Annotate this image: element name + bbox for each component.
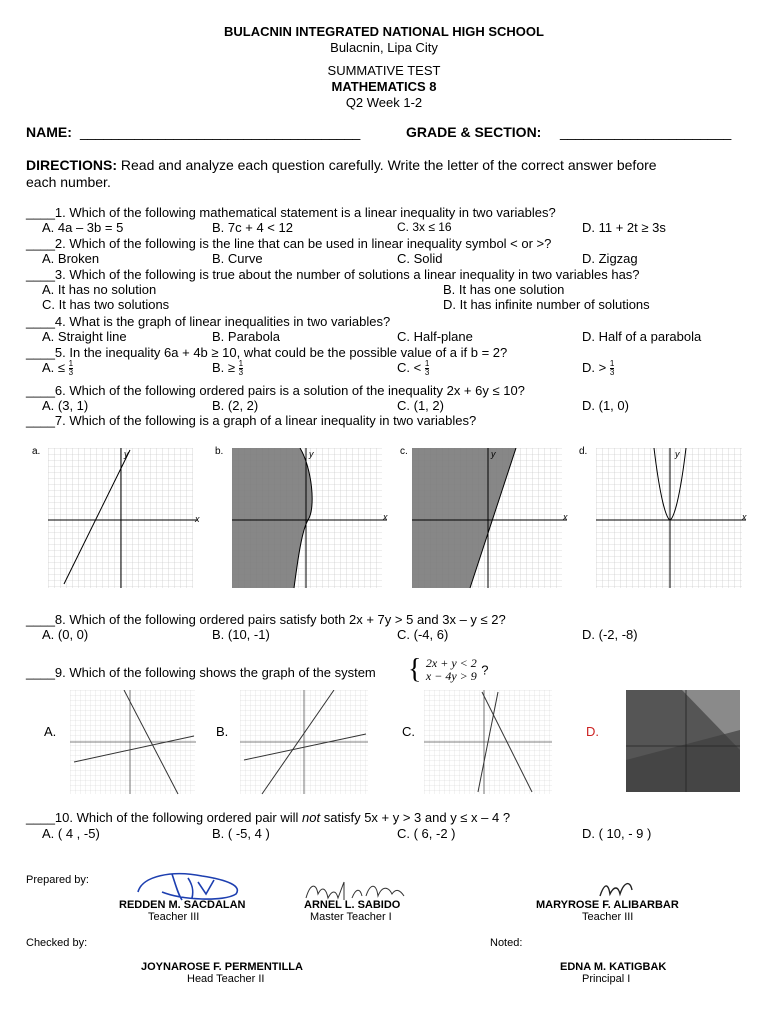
fraction — [69, 360, 73, 377]
q9-system — [408, 656, 488, 684]
fraction-denominator: 3 — [609, 368, 615, 378]
q5-option-a-label: A. ≤ — [42, 360, 66, 375]
q1-option-d: D. 11 + 2t ≥ 3s — [582, 220, 666, 235]
q10-option-b: B. ( -5, 4 ) — [212, 826, 270, 841]
system-eq-2: x − 4y > 9 — [425, 669, 477, 683]
signatory-name-3: MARYROSE F. ALIBARBAR — [536, 899, 679, 911]
question-2-stem: ____2. Which of the following is the line that can be used in linear inequality symbol < or >? — [26, 236, 552, 251]
question-10-stem — [26, 810, 510, 825]
fraction-denominator: 3 — [424, 368, 430, 378]
q3-option-a: A. It has no solution — [42, 282, 157, 297]
name-label: NAME: — [26, 124, 72, 140]
q5-option-b-label: B. ≥ — [212, 360, 236, 375]
q8-option-c: C. (-4, 6) — [397, 627, 449, 642]
q6-option-b: B. (2, 2) — [212, 398, 259, 413]
signature-stroke — [138, 874, 237, 900]
q10-option-a: A. ( 4 , -5) — [42, 826, 100, 841]
signature-stroke — [600, 884, 632, 896]
left-brace-icon: { — [408, 654, 422, 685]
signatory-title-1: Teacher III — [148, 911, 200, 923]
y-axis-label: y — [675, 449, 680, 459]
question-3-stem: ____3. Which of the following is true about the number of solutions a linear inequality in two variables has? — [26, 267, 640, 282]
checked-name: JOYNAROSE F. PERMENTILLA — [141, 961, 303, 973]
q7-graph-b — [232, 448, 392, 590]
question-8-stem: ____8. Which of the following ordered pairs satisfy both 2x + 7y > 5 and 3x – y ≤ 2? — [26, 612, 506, 627]
q4-option-d: D. Half of a parabola — [582, 329, 702, 344]
q9-option-a: A. — [44, 724, 57, 739]
school-name: BULACNIN INTEGRATED NATIONAL HIGH SCHOOL — [224, 24, 544, 39]
question-9-stem: ____9. Which of the following shows the graph of the system — [26, 665, 376, 680]
q2-option-b: B. Curve — [212, 251, 263, 266]
directions — [26, 157, 657, 173]
school-location: Bulacnin, Lipa City — [330, 40, 438, 55]
q9-graph-b — [240, 690, 370, 796]
directions-label: DIRECTIONS: — [26, 157, 117, 173]
grade-section-label: GRADE & SECTION: — [406, 124, 542, 140]
q7-graph-a — [48, 448, 200, 590]
x-axis-label: x — [563, 512, 568, 522]
q4-option-b: B. Parabola — [212, 329, 280, 344]
q7-graph-label-d: d. — [579, 446, 588, 457]
fraction-numerator: 1 — [424, 359, 430, 369]
prepared-by-label: Prepared by: — [26, 874, 89, 886]
fraction-denominator: 3 — [68, 368, 74, 378]
q8-option-d: D. (-2, -8) — [582, 627, 638, 642]
fraction — [610, 360, 614, 377]
name-field[interactable]: ____________________________________ — [80, 124, 361, 140]
q5-option-c — [397, 360, 429, 377]
q7-graph-c — [412, 448, 572, 590]
x-axis-label: x — [742, 512, 747, 522]
q10-option-c: C. ( 6, -2 ) — [397, 826, 456, 841]
q6-option-a: A. (3, 1) — [42, 398, 89, 413]
q2-option-d: D. Zigzag — [582, 251, 638, 266]
signatory-title-3: Teacher III — [582, 911, 634, 923]
signatory-name-1: REDDEN M. SACDALAN — [119, 899, 246, 911]
q5-option-d-label: D. > — [582, 360, 607, 375]
q3-option-c: C. It has two solutions — [42, 297, 170, 312]
y-axis-label: y — [124, 449, 129, 459]
y-axis-label: y — [491, 449, 496, 459]
fraction — [425, 360, 429, 377]
q1-option-c: C. 3x ≤ 16 — [397, 220, 452, 234]
q7-graph-label-c: c. — [400, 446, 408, 457]
question-7-stem: ____7. Which of the following is a graph of a linear inequality in two variables? — [26, 413, 477, 428]
subject-title: MATHEMATICS 8 — [331, 79, 437, 94]
q10-stem-end: satisfy 5x + y > 3 and y ≤ x – 4 ? — [320, 810, 511, 825]
q10-stem-start: ____10. Which of the following ordered pair will — [26, 810, 303, 825]
q9-option-b: B. — [216, 724, 229, 739]
checked-by-label: Checked by: — [26, 937, 88, 949]
q10-option-d: D. ( 10, - 9 ) — [582, 826, 652, 841]
fraction-numerator: 1 — [68, 359, 74, 369]
q7-graph-label-a: a. — [32, 446, 41, 457]
question-4-stem: ____4. What is the graph of linear inequalities in two variables? — [26, 314, 391, 329]
question-1-stem: ____1. Which of the following mathematical statement is a linear inequality in two variables? — [26, 205, 556, 220]
signature-stroke — [306, 882, 404, 900]
q9-option-c: C. — [402, 724, 415, 739]
fraction-denominator: 3 — [238, 368, 244, 378]
q5-option-b — [212, 360, 243, 377]
q9-graph-d — [626, 690, 744, 796]
q3-option-d: D. It has infinite number of solutions — [443, 297, 650, 312]
q1-option-b: B. 7c + 4 < 12 — [212, 220, 293, 235]
test-period: Q2 Week 1-2 — [345, 95, 423, 110]
q8-option-a: A. (0, 0) — [42, 627, 89, 642]
noted-label: Noted: — [490, 937, 523, 949]
directions-text: Read and analyze each question carefully. Write the letter of the correct answer before — [120, 157, 657, 173]
fraction-numerator: 1 — [609, 359, 615, 369]
q2-option-a: A. Broken — [42, 251, 100, 266]
question-6-stem: ____6. Which of the following ordered pairs is a solution of the inequality 2x + 6y ≤ 10? — [26, 383, 525, 398]
noted-title: Principal I — [582, 973, 631, 985]
q1-option-a: A. 4a – 3b = 5 — [42, 220, 124, 235]
directions-text-cont: each number. — [26, 174, 111, 190]
grid — [596, 448, 742, 588]
x-axis-label: x — [195, 514, 200, 524]
system-equations — [426, 657, 477, 683]
q8-option-b: B. (10, -1) — [212, 627, 270, 642]
question-5-stem: ____5. In the inequality 6a + 4b ≥ 10, what could be the possible value of a if b = 2? — [26, 345, 508, 360]
q5-option-d — [582, 360, 614, 377]
system-eq-1: 2x + y < 2 — [425, 656, 477, 670]
grade-section-field[interactable]: ______________________ — [560, 124, 732, 140]
fraction-numerator: 1 — [238, 359, 244, 369]
q7-graph-d — [596, 448, 748, 590]
q9-option-d-highlighted: D. — [586, 724, 599, 739]
checked-title: Head Teacher II — [187, 973, 265, 985]
q10-stem-emphasis: not — [302, 810, 321, 825]
q4-option-c: C. Half-plane — [397, 329, 473, 344]
q6-option-d: D. (1, 0) — [582, 398, 629, 413]
q4-option-a: A. Straight line — [42, 329, 127, 344]
q2-option-c: C. Solid — [397, 251, 443, 266]
q6-option-c: C. (1, 2) — [397, 398, 444, 413]
signatory-title-2: Master Teacher I — [310, 911, 392, 923]
q9-graph-a — [70, 690, 198, 796]
q3-option-b: B. It has one solution — [443, 282, 565, 297]
signatory-name-2: ARNEL L. SABIDO — [304, 899, 401, 911]
q9-graph-c — [424, 690, 554, 796]
q9-qmark: ? — [481, 662, 489, 678]
q5-option-c-label: C. < — [397, 360, 422, 375]
noted-name: EDNA M. KATIGBAK — [560, 961, 667, 973]
fraction — [239, 360, 243, 377]
q7-graph-label-b: b. — [215, 446, 224, 457]
q5-option-a — [42, 360, 73, 377]
x-axis-label: x — [383, 512, 388, 522]
y-axis-label: y — [309, 449, 314, 459]
test-type: SUMMATIVE TEST — [327, 63, 441, 78]
